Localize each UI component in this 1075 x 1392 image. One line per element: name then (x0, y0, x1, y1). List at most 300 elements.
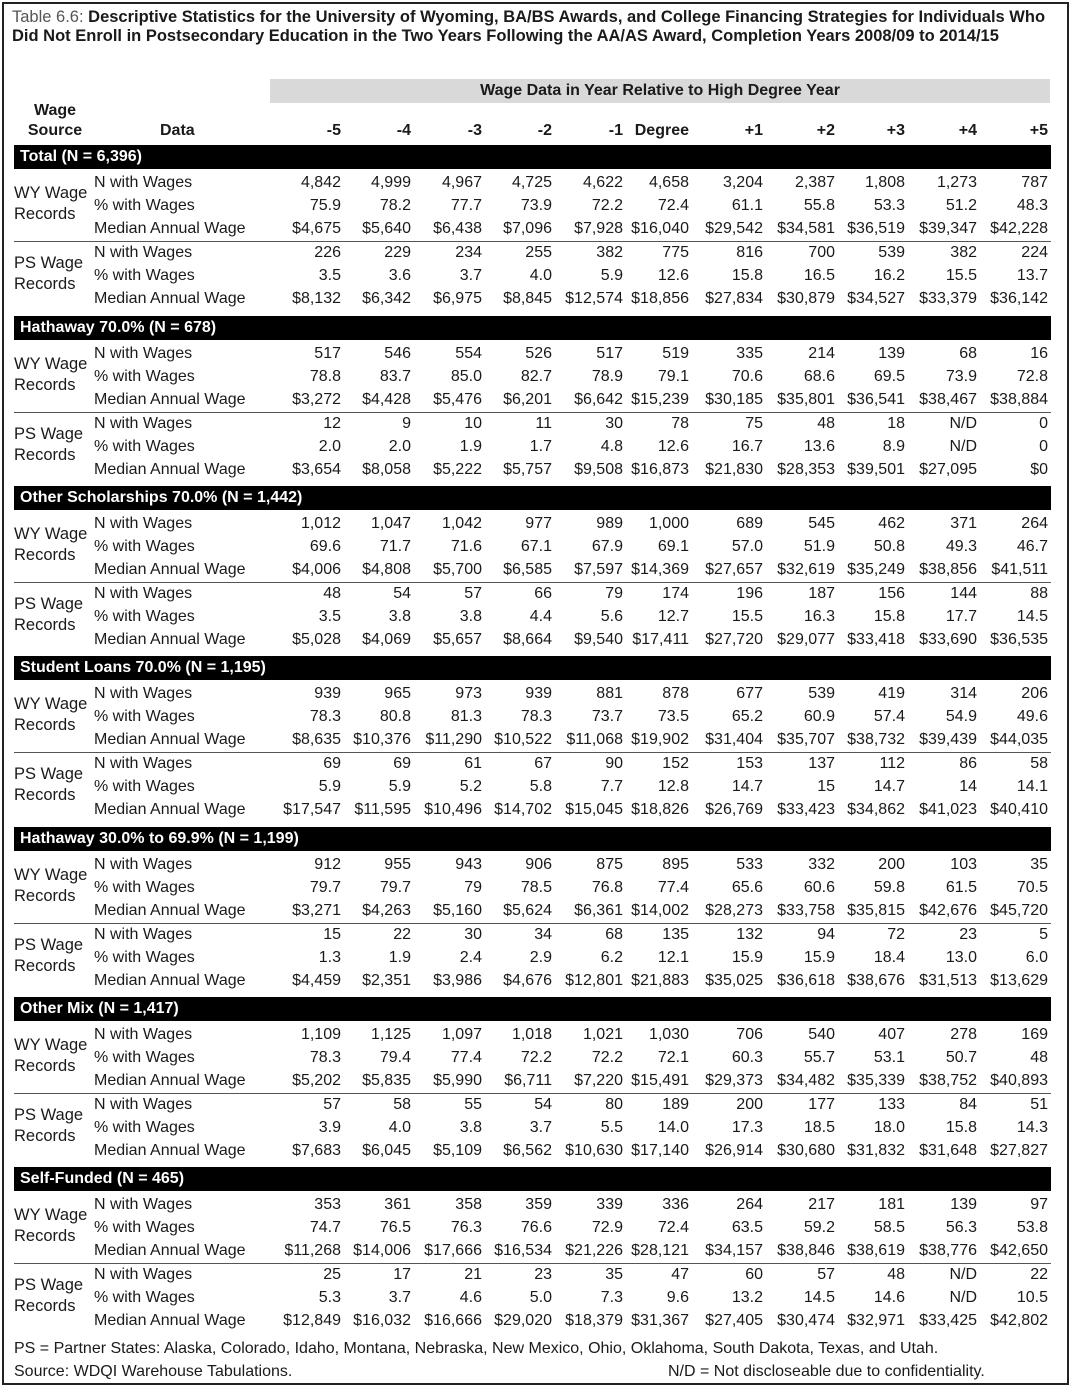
table-cell: $30,474 (777, 1312, 835, 1329)
table-cell: $34,862 (847, 801, 905, 818)
row-label: N with Wages (94, 345, 193, 362)
table-cell: $29,077 (777, 631, 835, 648)
column-header: +2 (816, 122, 835, 139)
table-cell: $18,379 (565, 1312, 623, 1329)
table-cell: 132 (736, 926, 763, 943)
table-cell: 5.5 (600, 1119, 623, 1136)
table-cell: 1,808 (864, 174, 905, 191)
table-cell: 16 (1030, 345, 1048, 362)
table-cell: 14.3 (1016, 1119, 1048, 1136)
table-cell: 15.5 (945, 267, 977, 284)
table-cell: $10,376 (353, 731, 411, 748)
row-label: Median Annual Wage (94, 1142, 246, 1159)
table-cell: 153 (736, 755, 763, 772)
table-cell: 359 (525, 1196, 552, 1213)
table-cell: 875 (596, 856, 623, 873)
table-cell: $41,511 (991, 561, 1048, 578)
table-cell: $40,410 (990, 801, 1048, 818)
table-cell: 14 (959, 778, 977, 795)
column-header: -2 (537, 122, 552, 139)
table-cell: 16.5 (803, 267, 835, 284)
table-cell: 314 (950, 685, 977, 702)
table-cell: $4,675 (292, 220, 341, 237)
table-cell: $36,535 (990, 631, 1048, 648)
table-cell: 5.8 (529, 778, 552, 795)
row-label: Median Annual Wage (94, 731, 246, 748)
table-cell: $6,585 (503, 561, 552, 578)
table-cell: $6,342 (362, 290, 411, 307)
table-cell: $3,271 (292, 902, 341, 919)
table-cell: 8.9 (882, 438, 905, 455)
table-cell: $17,666 (424, 1242, 482, 1259)
table-cell: 73.7 (591, 708, 623, 725)
row-label: N with Wages (94, 1266, 193, 1283)
table-cell: 14.6 (873, 1289, 905, 1306)
table-cell: 4,999 (370, 174, 411, 191)
table-cell: $10,496 (424, 801, 482, 818)
table-cell: 112 (879, 755, 905, 772)
table-cell: $42,802 (990, 1312, 1048, 1329)
table-cell: 69.6 (309, 538, 341, 555)
table-cell: 336 (662, 1196, 689, 1213)
table-cell: 72.8 (1016, 368, 1048, 385)
row-label: % with Wages (94, 1289, 195, 1306)
table-number: Table 6.6: (12, 8, 84, 26)
table-cell: 15.8 (873, 608, 905, 625)
table-cell: 79 (605, 585, 623, 602)
column-header: +3 (886, 122, 905, 139)
table-cell: $4,263 (362, 902, 411, 919)
column-header: -4 (396, 122, 411, 139)
table-cell: $11,268 (284, 1242, 341, 1259)
table-cell: $39,439 (919, 731, 977, 748)
table-cell: $45,720 (990, 902, 1048, 919)
table-cell: 3.5 (318, 608, 341, 625)
table-cell: 49.6 (1016, 708, 1048, 725)
table-cell: $27,834 (705, 290, 763, 307)
row-label: Median Annual Wage (94, 631, 246, 648)
row-label: Median Annual Wage (94, 220, 246, 237)
table-cell: 787 (1021, 174, 1048, 191)
table-cell: $31,832 (847, 1142, 905, 1159)
table-cell: $17,411 (632, 631, 689, 648)
table-cell: $7,597 (574, 561, 623, 578)
table-cell: 1.3 (318, 949, 341, 966)
table-cell: 2.0 (388, 438, 411, 455)
table-cell: $34,581 (777, 220, 835, 237)
table-cell: 48 (817, 415, 835, 432)
table-cell: 278 (950, 1026, 977, 1043)
table-cell: 419 (878, 685, 905, 702)
table-cell: 73.9 (945, 368, 977, 385)
table-cell: 68.6 (803, 368, 835, 385)
table-cell: 70.6 (731, 368, 763, 385)
table-cell: $29,020 (494, 1312, 552, 1329)
table-cell: 72.1 (657, 1049, 689, 1066)
table-cell: 5.6 (600, 608, 623, 625)
table-cell: 47 (671, 1266, 689, 1283)
table-cell: 206 (1021, 685, 1048, 702)
table-cell: 382 (596, 244, 623, 261)
row-label: Median Annual Wage (94, 391, 246, 408)
table-cell: $38,856 (919, 561, 977, 578)
table-cell: 79.1 (657, 368, 689, 385)
table-cell: $30,185 (705, 391, 763, 408)
table-cell: 14.7 (731, 778, 763, 795)
table-cell: 895 (662, 856, 689, 873)
table-cell: $5,028 (292, 631, 341, 648)
row-label: N with Wages (94, 1026, 193, 1043)
row-label: N with Wages (94, 515, 193, 532)
table-cell: 12 (323, 415, 341, 432)
table-cell: 67 (534, 755, 552, 772)
table-cell: 5.2 (459, 778, 482, 795)
table-cell: 57 (464, 585, 482, 602)
table-cell: 1,021 (582, 1026, 623, 1043)
table-cell: $35,707 (777, 731, 835, 748)
table-cell: 57 (323, 1096, 341, 1113)
table-cell: 55.7 (803, 1049, 835, 1066)
table-cell: $30,680 (777, 1142, 835, 1159)
table-cell: 57 (817, 1266, 835, 1283)
column-header: Degree (634, 122, 689, 139)
table-cell: 78 (671, 415, 689, 432)
table-cell: 3.9 (318, 1119, 341, 1136)
table-cell: $36,142 (990, 290, 1048, 307)
row-label: % with Wages (94, 708, 195, 725)
table-cell: 15 (817, 778, 835, 795)
table-cell: 18.4 (873, 949, 905, 966)
row-label: % with Wages (94, 778, 195, 795)
table-cell: 18.5 (803, 1119, 835, 1136)
table-cell: 69.5 (873, 368, 905, 385)
table-cell: 1,047 (370, 515, 411, 532)
row-label: % with Wages (94, 368, 195, 385)
table-cell: $6,438 (433, 220, 482, 237)
row-label: Median Annual Wage (94, 1072, 246, 1089)
row-label: N with Wages (94, 856, 193, 873)
table-cell: $5,160 (433, 902, 482, 919)
table-cell: 54.9 (945, 708, 977, 725)
table-title (12, 8, 1052, 46)
table-cell: $8,845 (503, 290, 552, 307)
table-cell: 15.5 (731, 608, 763, 625)
table-cell: 9 (402, 415, 411, 432)
table-cell: 2.9 (529, 949, 552, 966)
table-cell: 939 (525, 685, 552, 702)
row-label: N with Wages (94, 1196, 193, 1213)
table-cell: 264 (736, 1196, 763, 1213)
table-cell: 517 (314, 345, 341, 362)
table-cell: $8,664 (503, 631, 552, 648)
table-cell: 78.5 (520, 879, 552, 896)
table-cell: $5,700 (433, 561, 482, 578)
table-cell: 72.2 (591, 1049, 623, 1066)
table-cell: 30 (464, 926, 482, 943)
table-cell: 76.8 (591, 879, 623, 896)
table-cell: $7,096 (503, 220, 552, 237)
table-cell: 51.9 (803, 538, 835, 555)
table-cell: $33,379 (919, 290, 977, 307)
table-cell: 72.2 (591, 197, 623, 214)
table-cell: 189 (662, 1096, 689, 1113)
table-cell: 17.3 (731, 1119, 763, 1136)
table-cell: $5,990 (433, 1072, 482, 1089)
table-cell: 5 (1039, 926, 1048, 943)
table-cell: 61.5 (945, 879, 977, 896)
table-cell: 30 (605, 415, 623, 432)
table-cell: 539 (878, 244, 905, 261)
table-cell: $38,884 (990, 391, 1048, 408)
table-cell: 229 (384, 244, 411, 261)
table-cell: $42,228 (990, 220, 1048, 237)
table-cell: $8,132 (292, 290, 341, 307)
table-cell: $3,272 (292, 391, 341, 408)
row-label: N with Wages (94, 174, 193, 191)
table-cell: 339 (596, 1196, 623, 1213)
table-cell: 69.1 (657, 538, 689, 555)
table-cell: 13.6 (803, 438, 835, 455)
table-cell: 3.8 (459, 608, 482, 625)
wage-source-label: WY Wage Records (14, 866, 88, 905)
table-cell: 9.6 (666, 1289, 689, 1306)
table-cell: 72.4 (657, 197, 689, 214)
table-cell: 88 (1030, 585, 1048, 602)
table-cell: 2.4 (459, 949, 482, 966)
table-cell: $18,856 (631, 290, 689, 307)
table-cell: $28,121 (631, 1242, 689, 1259)
table-cell: $28,273 (705, 902, 763, 919)
table-cell: $17,140 (631, 1142, 689, 1159)
table-cell: $17,547 (283, 801, 341, 818)
table-cell: 103 (950, 856, 977, 873)
table-cell: $31,648 (919, 1142, 977, 1159)
table-cell: 55.8 (803, 197, 835, 214)
table-cell: $33,425 (919, 1312, 977, 1329)
table-cell: $14,702 (494, 801, 552, 818)
table-cell: 82.7 (520, 368, 552, 385)
table-cell: $4,459 (292, 972, 341, 989)
column-header: -3 (467, 122, 482, 139)
section-header: Other Mix (N = 1,417) (14, 997, 1051, 1021)
table-cell: 139 (950, 1196, 977, 1213)
table-cell: 72.9 (591, 1219, 623, 1236)
table-cell: 2.0 (318, 438, 341, 455)
data-header: Data (160, 122, 195, 139)
table-cell: 881 (596, 685, 623, 702)
table-cell: 13.7 (1016, 267, 1048, 284)
table-cell: $32,971 (847, 1312, 905, 1329)
table-cell: 2,387 (794, 174, 835, 191)
table-cell: 965 (384, 685, 411, 702)
section-header: Self-Funded (N = 465) (14, 1167, 1051, 1191)
table-cell: 3.7 (388, 1289, 411, 1306)
table-cell: $14,002 (631, 902, 689, 919)
section-header: Hathaway 70.0% (N = 678) (14, 316, 1051, 340)
table-cell: $5,222 (433, 461, 482, 478)
table-cell: 12.1 (657, 949, 689, 966)
row-label: Median Annual Wage (94, 902, 246, 919)
row-label: N with Wages (94, 1096, 193, 1113)
table-cell: N/D (949, 1266, 977, 1283)
row-label: % with Wages (94, 608, 195, 625)
row-label: Median Annual Wage (94, 972, 246, 989)
table-cell: 14.1 (1016, 778, 1048, 795)
table-cell: 139 (878, 345, 905, 362)
row-label: N with Wages (94, 926, 193, 943)
wage-data-group-header: Wage Data in Year Relative to High Degree Year (270, 79, 1050, 103)
table-cell: 706 (736, 1026, 763, 1043)
table-cell: 4.8 (600, 438, 623, 455)
wage-source-label: PS Wage Records (14, 936, 84, 975)
table-cell: 12.6 (657, 438, 689, 455)
table-cell: 1.7 (529, 438, 552, 455)
table-cell: 353 (314, 1196, 341, 1213)
table-cell: 79.7 (309, 879, 341, 896)
table-cell: 60.9 (803, 708, 835, 725)
table-cell: $29,542 (705, 220, 763, 237)
table-cell: 955 (384, 856, 411, 873)
table-cell: 519 (662, 345, 689, 362)
table-cell: $15,491 (631, 1072, 689, 1089)
table-cell: 53.8 (1016, 1219, 1048, 1236)
table-cell: 70.5 (1016, 879, 1048, 896)
wage-source-label: PS Wage Records (14, 425, 84, 464)
table-cell: $30,879 (777, 290, 835, 307)
table-cell: 4,658 (648, 174, 689, 191)
table-cell: 14.0 (657, 1119, 689, 1136)
column-header: +5 (1029, 122, 1048, 139)
table-cell: $6,642 (574, 391, 623, 408)
table-cell: $9,508 (574, 461, 623, 478)
table-cell: 14.5 (1016, 608, 1048, 625)
table-cell: $5,657 (433, 631, 482, 648)
table-cell: $15,045 (565, 801, 623, 818)
wage-source-header: Wage Source (27, 102, 83, 139)
table-cell: $26,769 (705, 801, 763, 818)
row-label: % with Wages (94, 197, 195, 214)
table-cell: $27,827 (990, 1142, 1048, 1159)
table-cell: $36,541 (847, 391, 905, 408)
table-cell: 75.9 (309, 197, 341, 214)
table-cell: 25 (323, 1266, 341, 1283)
table-cell: 54 (534, 1096, 552, 1113)
table-cell: 1,097 (441, 1026, 482, 1043)
table-cell: 84 (959, 1096, 977, 1113)
table-cell: 5.0 (529, 1289, 552, 1306)
table-cell: 94 (817, 926, 835, 943)
table-cell: 533 (736, 856, 763, 873)
table-cell: 878 (662, 685, 689, 702)
table-cell: 545 (808, 515, 835, 532)
table-cell: $16,666 (424, 1312, 482, 1329)
table-cell: 80.8 (379, 708, 411, 725)
table-cell: 196 (736, 585, 763, 602)
table-cell: 677 (736, 685, 763, 702)
table-cell: $5,640 (362, 220, 411, 237)
table-cell: 77.4 (657, 879, 689, 896)
table-cell: $12,801 (565, 972, 623, 989)
table-cell: 17.7 (945, 608, 977, 625)
table-cell: $42,650 (990, 1242, 1048, 1259)
table-cell: $31,367 (631, 1312, 689, 1329)
table-cell: 59.8 (873, 879, 905, 896)
row-label: Median Annual Wage (94, 290, 246, 307)
table-cell: 78.8 (309, 368, 341, 385)
table-cell: 35 (605, 1266, 623, 1283)
table-cell: 23 (959, 926, 977, 943)
table-cell: 906 (525, 856, 552, 873)
table-cell: $38,467 (919, 391, 977, 408)
table-cell: 72 (887, 926, 905, 943)
table-cell: 10 (464, 415, 482, 432)
table-cell: 187 (808, 585, 835, 602)
table-cell: $3,986 (433, 972, 482, 989)
table-cell: $3,654 (292, 461, 341, 478)
table-cell: 973 (455, 685, 482, 702)
table-cell: $12,849 (283, 1312, 341, 1329)
table-cell: 22 (1030, 1266, 1048, 1283)
table-cell: 169 (1021, 1026, 1048, 1043)
table-cell: 51 (1030, 1096, 1048, 1113)
table-cell: 56.3 (945, 1219, 977, 1236)
table-cell: 48 (887, 1266, 905, 1283)
table-cell: 13.0 (945, 949, 977, 966)
table-cell: $21,226 (565, 1242, 623, 1259)
table-cell: 71.6 (450, 538, 482, 555)
partner-states-note: PS = Partner States: Alaska, Colorado, Idaho, Montana, Nebraska, New Mexico, Ohio, Oklahoma, South Dakota, Texas, and Utah. (14, 1340, 939, 1357)
table-cell: 4.6 (459, 1289, 482, 1306)
table-cell: 3.8 (459, 1119, 482, 1136)
wage-source-label: WY Wage Records (14, 184, 88, 223)
table-cell: 4,967 (441, 174, 482, 191)
table-cell: $44,035 (990, 731, 1048, 748)
table-cell: $4,808 (362, 561, 411, 578)
table-cell: $16,873 (631, 461, 689, 478)
table-cell: 16.2 (873, 267, 905, 284)
table-cell: 554 (455, 345, 482, 362)
table-cell: 4,725 (511, 174, 552, 191)
table-cell: 943 (455, 856, 482, 873)
table-cell: $6,201 (503, 391, 552, 408)
table-cell: 15 (323, 926, 341, 943)
table-cell: $6,562 (503, 1142, 552, 1159)
table-cell: 5.9 (388, 778, 411, 795)
table-cell: 15.8 (731, 267, 763, 284)
table-cell: 6.0 (1025, 949, 1048, 966)
table-cell: 4.4 (529, 608, 552, 625)
table-cell: 11 (535, 415, 552, 432)
table-cell: 14.7 (873, 778, 905, 795)
table-cell: 539 (808, 685, 835, 702)
table-cell: $35,339 (847, 1072, 905, 1089)
row-label: Median Annual Wage (94, 1312, 246, 1329)
table-cell: $38,752 (919, 1072, 977, 1089)
table-cell: 78.3 (309, 708, 341, 725)
table-cell: 10.5 (1016, 1289, 1048, 1306)
table-cell: 21 (464, 1266, 482, 1283)
table-cell: 816 (736, 244, 763, 261)
row-label: % with Wages (94, 1049, 195, 1066)
table-cell: 78.3 (309, 1049, 341, 1066)
table-cell: 75 (745, 415, 763, 432)
table-cell: 224 (1021, 244, 1048, 261)
table-cell: 371 (950, 515, 977, 532)
table-cell: 5.3 (318, 1289, 341, 1306)
table-cell: $11,290 (425, 731, 482, 748)
table-cell: 200 (736, 1096, 763, 1113)
table-cell: 382 (950, 244, 977, 261)
